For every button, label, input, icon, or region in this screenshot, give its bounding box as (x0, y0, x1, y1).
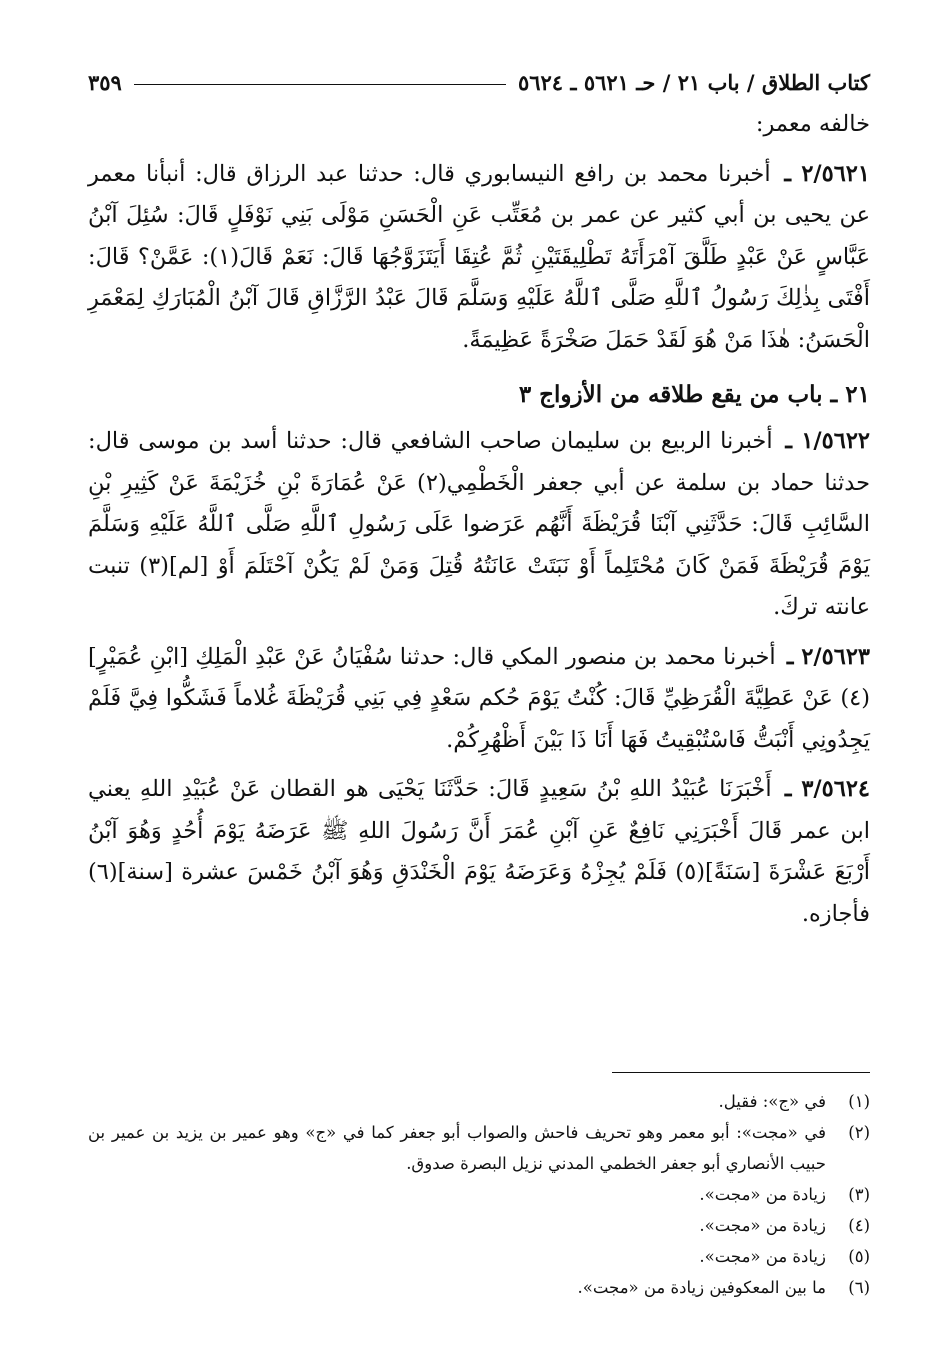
running-header (88, 60, 870, 104)
main-text (88, 104, 870, 935)
footnote-text: في «ج»: فقيل. (718, 1092, 826, 1111)
page-number: ٣٥٩ (88, 69, 122, 95)
header-rule (134, 84, 506, 85)
hadith-text: أخبرنا الربيع بن سليمان صاحب الشافعي قال: حدثنا أسد بن موسى قال: حدثنا حماد بن سلمة عن أبي جعفر الْخَطْمِي(٢) عَنْ عُمَارَةَ بْنِ خُزَيْمَةَ عَنْ كَثِيرِ بْنِ السَّائِبِ قَالَ: حَدَّثَنِي آبْنَا قُرَيْظَةَ أَنَّهُم عَرَضوا عَلَى رَسُولِ ٱللَّهِ صَلَّى ٱللَّهُ عَلَيْهِ وَسَلَّمَ يَوْمَ قُرَيْظَةَ فَمَنْ كَانَ مُحْتَلِماً أَوْ نَبَتَتْ عَانَتُهُ قُتِلَ وَمَنْ لَمْ يَكُنْ آحْتَلَمَ أَوْ [لم](٣) تنبت عانته تركَ. (88, 428, 870, 620)
footnote-item (88, 1210, 870, 1241)
hadith-number: ٢/٥٦٢١ ـ (784, 160, 870, 187)
hadith-5621 (88, 154, 870, 362)
footnote-item (88, 1272, 870, 1303)
hadith-5624 (88, 769, 870, 935)
footnote-item (88, 1117, 870, 1179)
footnote-text: زيادة من «مجت». (699, 1185, 826, 1204)
footnote-text: ما بين المعكوفين زيادة من «مجت». (577, 1278, 826, 1297)
footnote-text: في «مجت»: أبو معمر وهو تحريف فاحش والصواب أبو جعفر كما في «ج» وهو عمير بن يزيد بن عمير بن حبيب الأنصاري أبو جعفر الخطمي المدني نزيل البصرة صدوق. (88, 1123, 826, 1173)
intro-line: خالفه معمر: (755, 111, 870, 137)
footnote-item (88, 1086, 870, 1117)
footnote-number: (٤) (848, 1216, 870, 1235)
footnote-number: (١) (848, 1092, 870, 1111)
chapter-heading: ٢١ ـ باب من يقع طلاقه من الأزواج ٣ (518, 381, 870, 408)
hadith-number: ١/٥٦٢٢ ـ (785, 428, 870, 454)
footnote-number: (٦) (848, 1278, 870, 1297)
hadith-text: أخبرنا محمد بن منصور المكي قال: حدثنا سُفْيَانُ عَنْ عَبْدِ الْمَلِكِ [ابْنِ عُمَيْرٍ](٤) عَنْ عَطِيَّةَ الْقُرَظِيِّ قَالَ: كُنْتُ يَوْمَ حُكم سَعْدٍ فِي بَنِي قُرَيْظَةَ غُلاماً فَشَكُّوا فِيَّ فَلَمْ يَجِدُونِي أَنْبَتُّ فَاسْتُبْقِيتُ فَهَا أَنَا ذَا بَيْنَ أَظْهُرِكُمْ. (88, 643, 870, 753)
book-page (88, 60, 870, 1297)
hadith-number: ٢/٥٦٢٣ ـ (786, 643, 870, 670)
footnotes (88, 1086, 870, 1303)
footnote-divider (612, 1072, 870, 1073)
hadith-5623 (88, 637, 870, 762)
footnote-item (88, 1179, 870, 1210)
hadith-text: أخبرنا محمد بن رافع النيسابوري قال: حدثنا عبد الرزاق قال: أنبأنا معمر عن يحيى بن أبي كثير عن عمر بن مُعَتِّب عَنِ الْحَسَنِ مَوْلَى بَنِي نَوْفَلٍ قَالَ: سُئِلَ آبْنُ عَبَّاسٍ عَنْ عَبْدٍ طَلَّقَ آمْرَأَتَهُ تَطْلِيقَتَيْنِ ثُمَّ عُتِقَا أَيَتَزَوَّجُهَا قَالَ: نَعَمْ قَالَ(١): عَمَّنْ؟ قَالَ: أَفْتَى بِذٰلِكَ رَسُولُ ٱللَّهِ صَلَّى ٱللَّهُ عَلَيْهِ وَسَلَّمَ قَالَ عَبْدُ الرَّزَّاقِ قَالَ آبْنُ الْمُبَارَكِ لِمَعْمَرِ الْحَسَنُ: هٰذَا مَنْ هُوَ لَقَدْ حَمَلَ صَخْرَةً عَظِيمَةً. (88, 160, 870, 353)
footnote-number: (٣) (848, 1185, 870, 1204)
hadith-5622 (88, 421, 870, 629)
footnote-number: (٥) (848, 1247, 870, 1266)
hadith-text: أَخْبَرَنَا عُبَيْدُ اللهِ بْنُ سَعِيدٍ قَالَ: حَدَّثَنَا يَحْيَى هو القطان عَنْ عُبَيْدِ اللهِ يعني ابن عمر قَالَ أَخْبَرَنِي نَافِعٌ عَنِ آبْنِ عُمَرَ أَنَّ رَسُولَ اللهِ ﷺ عَرَضَهُ يَوْمَ أُحُدٍ وَهُوَ آبْنُ أَرْبَعَ عَشْرَةَ [سَنَةً](٥) فَلَمْ يُجِزْهُ وَعَرَضَهُ يَوْمَ الْخَنْدَقِ وَهُوَ آبْنُ خَمْسَ عشرة [سنة](٦) فأجازه. (88, 776, 870, 927)
footnote-number: (٢) (848, 1123, 870, 1142)
header-title: كتاب الطلاق / باب ٢١ / حـ ٥٦٢١ ـ ٥٦٢٤ (517, 69, 870, 95)
footnote-text: زيادة من «مجت». (699, 1216, 826, 1235)
footnote-text: زيادة من «مجت». (699, 1247, 826, 1266)
footnote-item (88, 1241, 870, 1272)
hadith-number: ٣/٥٦٢٤ ـ (784, 776, 870, 802)
